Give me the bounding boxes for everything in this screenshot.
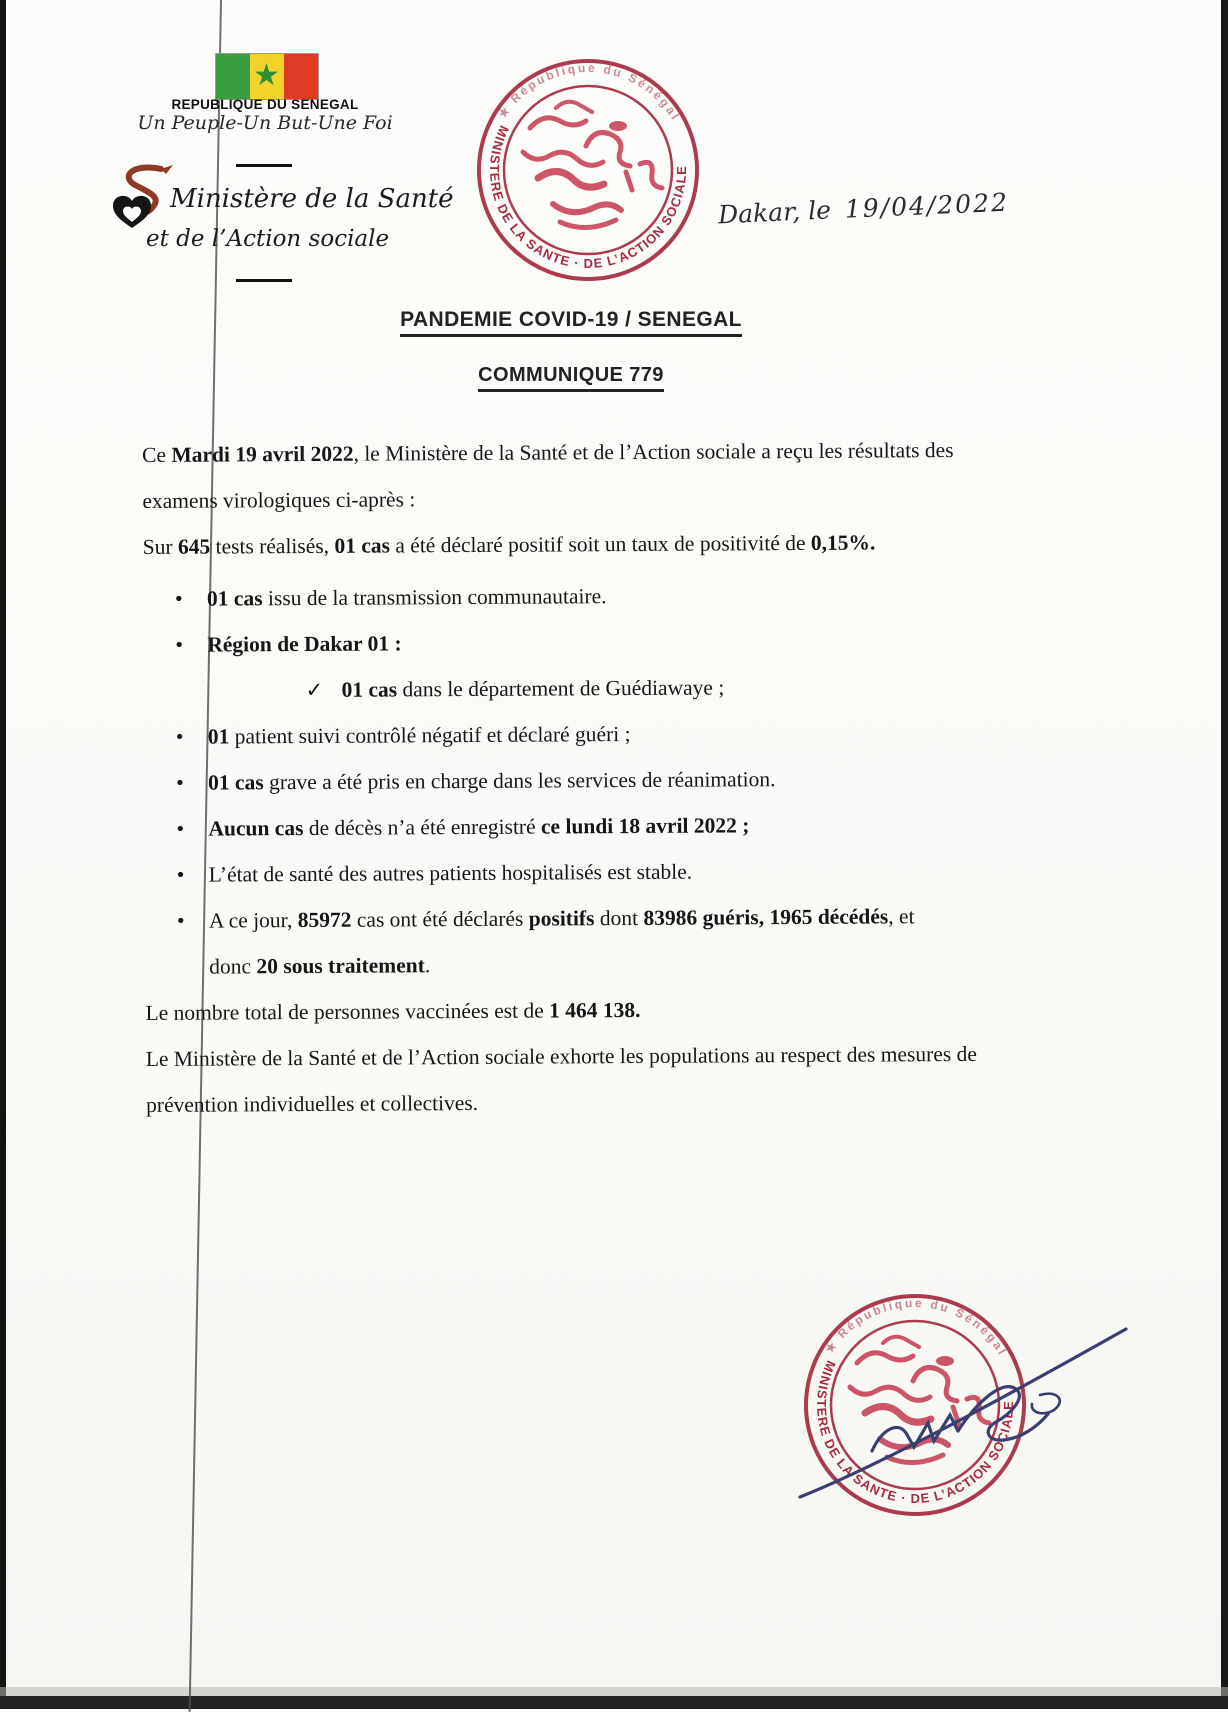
senegal-flag-icon [215, 53, 319, 100]
stamp-scribbles [850, 1337, 989, 1463]
bullet-icon: • [176, 861, 185, 887]
list-item-text: Aucun cas de décès n’a été enregistré ce lundi 18 avril 2022 ; [208, 813, 750, 841]
scan-edge-left [0, 0, 6, 1709]
bullet-icon: • [176, 907, 185, 933]
list-item [144, 755, 1010, 806]
dateline-place: Dakar, le [717, 195, 832, 230]
list-item-text: 01 patient suivi contrôlé négatif et déclaré guéri ; [207, 722, 631, 749]
ministry-stamp-bottom [740, 1265, 1170, 1565]
dateline [718, 188, 1010, 230]
stamp-scribbles [523, 102, 662, 228]
list-item-text: 01 cas dans le département de Guédiawaye ; [341, 675, 725, 702]
intro-paragraph: Ce Mardi 19 avril 2022, le Ministère de la Santé et de l’Action sociale a reçu les résultats des examens virologiques ci-après : [142, 438, 954, 513]
list-item [143, 571, 1009, 622]
stamp-ring-label: MINISTERE DE LA SANTE · DE L’ACTION SOCIALE [813, 1358, 1017, 1507]
list-item [143, 617, 1009, 668]
bullet-icon: • [176, 769, 184, 795]
list-item-text: A ce jour, 85972 cas ont été déclarés positifs dont 83986 guéris, 1965 décédés, et donc 20 sous traitement. [208, 904, 915, 979]
list-item [145, 893, 1012, 990]
case-list [143, 571, 1012, 990]
divider-line-bottom [236, 279, 292, 282]
stamp-arc-label: ★ République du Sénégal [494, 60, 684, 124]
scan-edge-bottom-fade [0, 1687, 1228, 1696]
title-block [140, 308, 1002, 392]
closing-paragraph: Le Ministère de la Santé et de l’Action sociale exhorte les populations au respect des mesures de prévention individuelles et collectives. [145, 1041, 977, 1117]
ministry-name-line2: et de l’Action sociale [146, 226, 390, 252]
scan-edge-bottom [0, 1696, 1228, 1709]
list-item-text: 01 cas issu de la transmission communautaire. [206, 584, 607, 611]
svg-text:★ République du Sénégal [495, 61, 683, 124]
bullet-icon: • [175, 631, 184, 657]
vaccination-paragraph: Le nombre total de personnes vaccinées est de 1 464 138. [145, 997, 641, 1025]
national-motto: Un Peuple-Un But-Une Foi [137, 112, 393, 134]
flag-green-band [216, 54, 250, 99]
stamp-arc-label: ★ République du Sénégal [821, 1295, 1011, 1359]
document-title: PANDEMIE COVID-19 / SENEGAL [400, 308, 742, 337]
scan-edge-right [1221, 0, 1228, 1709]
divider-line-top [236, 164, 292, 167]
list-item-text: 01 cas grave a été pris en charge dans les services de réanimation. [208, 767, 776, 795]
ministry-stamp-top [468, 50, 708, 290]
stamp-ring-label: MINISTERE DE LA SANTE · DE L’ACTION SOCIALE [486, 123, 690, 272]
communique-number: COMMUNIQUE 779 [478, 364, 664, 392]
list-item-text: Région de Dakar 01 : [207, 631, 402, 657]
flag-star-icon: ★ [253, 57, 280, 93]
bullet-icon: • [175, 723, 184, 749]
republic-title: REPUBLIQUE DU SENEGAL [171, 97, 359, 112]
checkmark-icon: ✓ [305, 677, 324, 703]
list-item [145, 847, 1011, 898]
bullet-icon: • [176, 815, 185, 841]
list-item [143, 663, 1009, 714]
results-paragraph: Sur 645 tests réalisés, 01 cas a été déclaré positif soit un taux de positivité de 0,15%. [142, 530, 876, 559]
list-item [144, 709, 1010, 760]
bullet-icon: • [174, 585, 183, 611]
flag-red-band [284, 54, 318, 99]
list-item-text: L’état de santé des autres patients hospitalisés est stable. [208, 859, 693, 887]
dateline-date: 19/04/2022 [844, 187, 1010, 224]
svg-text:★ République du Sénégal [822, 1296, 1010, 1359]
flag-yellow-band [250, 54, 284, 99]
list-item [144, 801, 1010, 852]
ministry-name-line1: Ministère de la Santé [170, 184, 454, 214]
document-body [142, 427, 1012, 1128]
